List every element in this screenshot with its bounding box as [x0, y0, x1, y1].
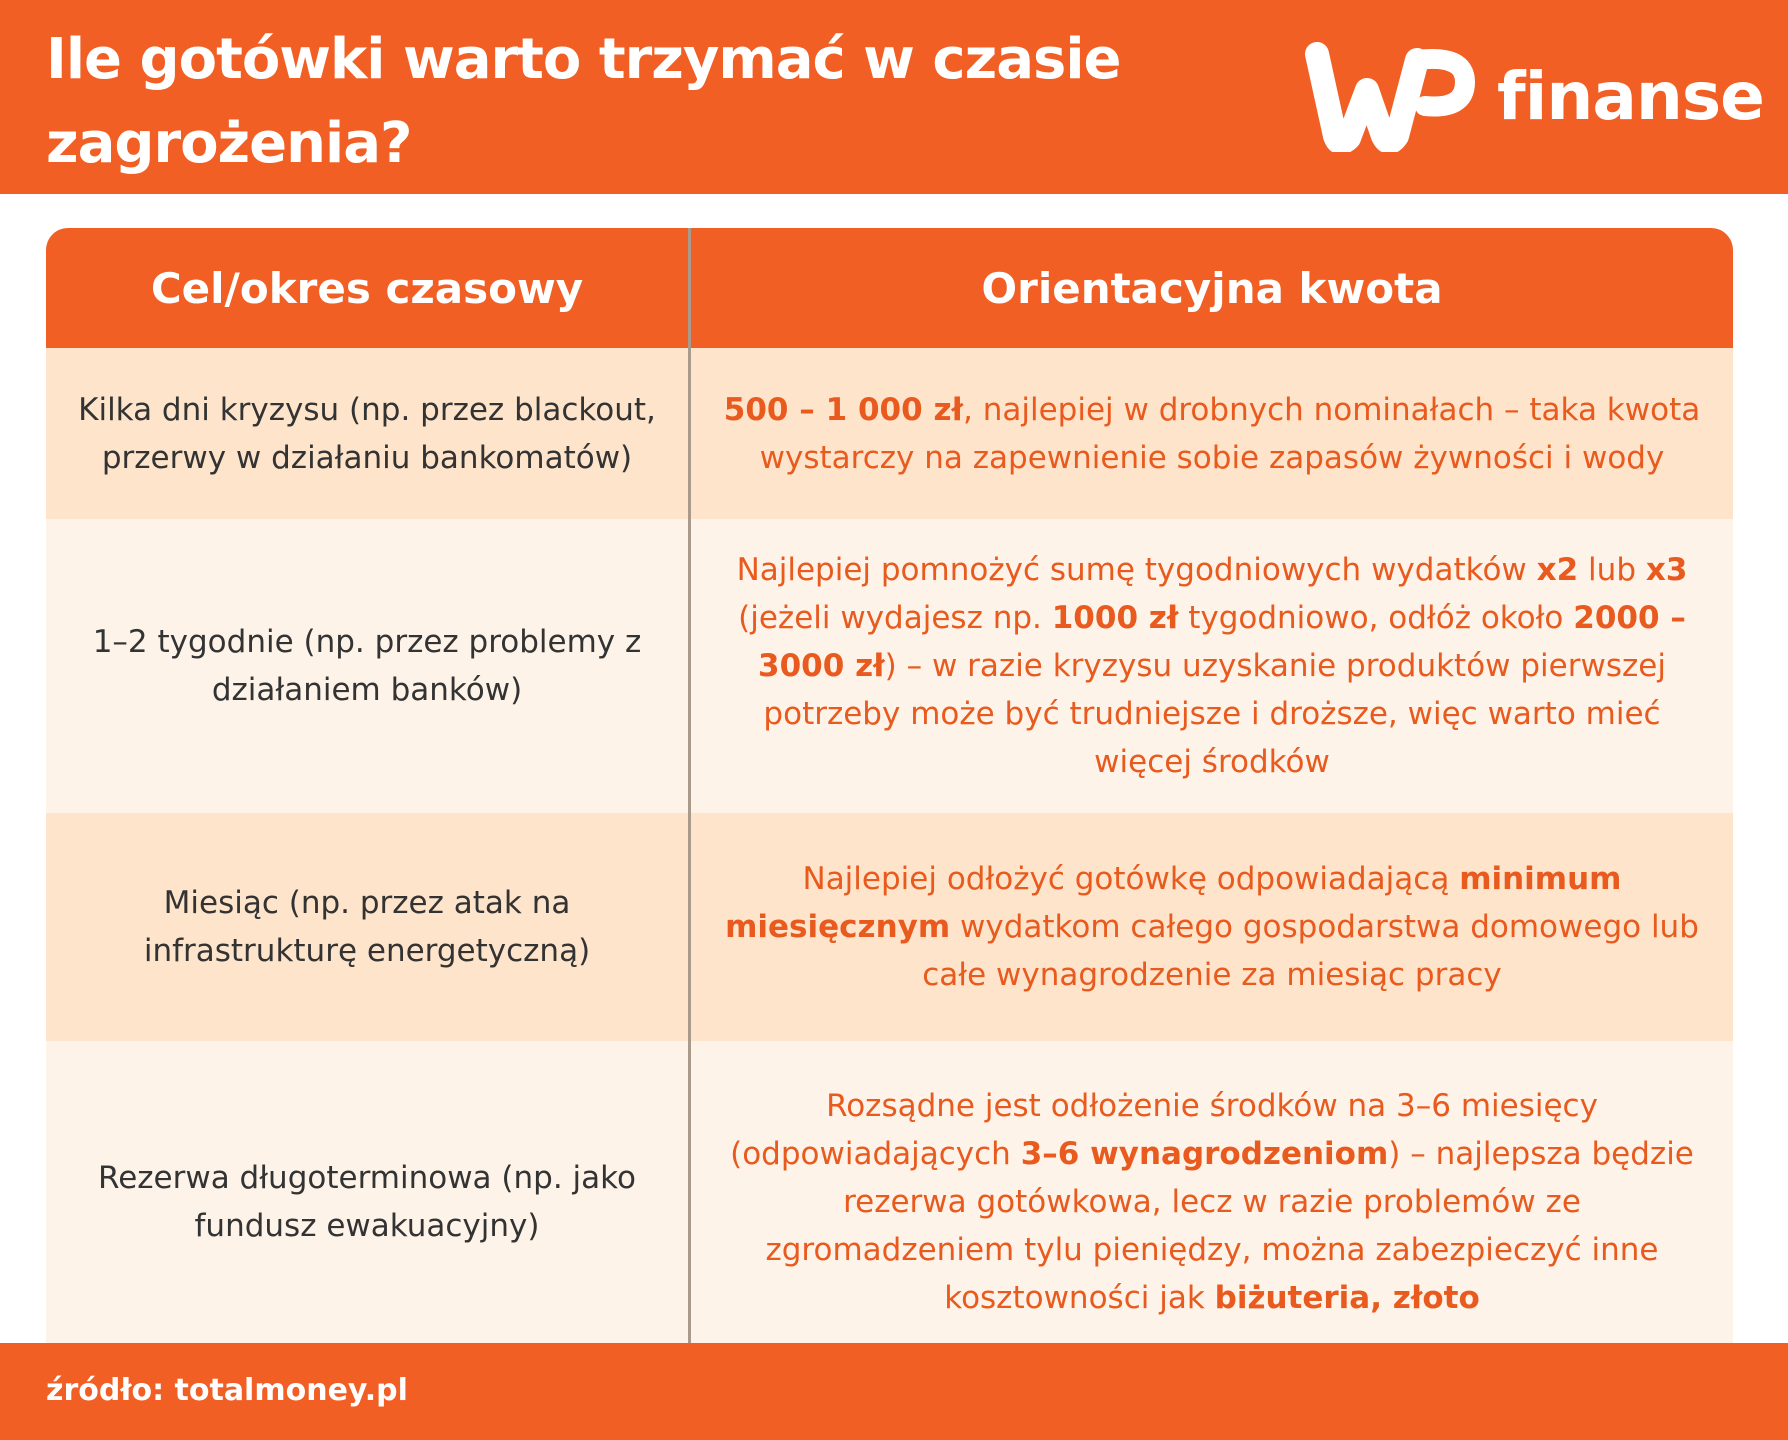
- amount-text: ) – w razie kryzysu uzyskanie produktów pierwszej potrzeby może być trudniejsze i droższe, więc warto mieć więcej środków: [763, 648, 1666, 780]
- wp-finanse-logo: [1305, 40, 1764, 152]
- highlight-text: 1000 zł: [1051, 600, 1179, 636]
- highlight-text: 2000 – 3000 zł: [758, 600, 1686, 684]
- table-row: [46, 1041, 1733, 1362]
- amount-text: lub: [1578, 552, 1646, 588]
- amount-text: Najlepiej odłożyć gotówkę odpowiadającą: [802, 861, 1460, 897]
- highlight-text: x2: [1536, 552, 1579, 588]
- period-cell: Rezerwa długoterminowa (np. jako fundusz ewakuacyjny): [46, 1041, 691, 1362]
- highlight-text: 3–6 wynagrodzeniom: [1020, 1135, 1389, 1172]
- header-banner: [0, 0, 1788, 194]
- period-cell: 1–2 tygodnie (np. przez problemy z działaniem banków): [46, 519, 691, 813]
- footer-banner: [0, 1343, 1788, 1440]
- page-title: Ile gotówki warto trzymać w czasie zagrożenia?: [46, 27, 1121, 176]
- highlight-text: minimum miesięcznym: [725, 861, 1622, 945]
- logo-text: finanse: [1497, 57, 1764, 135]
- header-amount: Orientacyjna kwota: [981, 263, 1443, 313]
- amount-text: Rozsądne jest odłożenie środków na 3–6 miesięcy (odpowiadających: [730, 1087, 1598, 1172]
- table-row: [46, 348, 1733, 519]
- amount-text: , najlepiej w drobnych nominałach – taka kwota wystarczy na zapewnienie sobie zapasów żywności i wody: [759, 391, 1701, 476]
- amount-cell: [691, 519, 1733, 813]
- amount-text: wydatkom całego gospodarstwa domowego lub całe wynagrodzenie za miesiąc pracy: [922, 909, 1699, 993]
- wp-logo-icon: [1305, 40, 1475, 152]
- amount-text: Najlepiej pomnożyć sumę tygodniowych wydatków: [736, 552, 1537, 588]
- table-row: [46, 519, 1733, 813]
- header-period: Cel/okres czasowy: [46, 228, 691, 348]
- amount-text: (jeżeli wydajesz np.: [738, 600, 1052, 636]
- source-text: źródło: totalmoney.pl: [46, 1373, 408, 1408]
- table-header: [46, 228, 1733, 348]
- period-cell: Kilka dni kryzysu (np. przez blackout, przerwy w działaniu bankomatów): [46, 348, 691, 519]
- amount-text: tygodniowo, odłóż około: [1178, 600, 1574, 636]
- amount-cell: [691, 348, 1733, 519]
- table-row: [46, 813, 1733, 1041]
- highlight-text: x3: [1645, 552, 1688, 588]
- amount-text: ) – najlepsza będzie rezerwa gotówkowa, lecz w razie problemów ze zgromadzeniem tylu pieniędzy, można zabezpieczyć inne kosztowności jak: [765, 1135, 1694, 1316]
- highlight-text: biżuteria, złoto: [1214, 1279, 1480, 1316]
- amount-cell: [691, 1041, 1733, 1362]
- period-cell: Miesiąc (np. przez atak na infrastrukturę energetyczną): [46, 813, 691, 1041]
- highlight-text: 500 – 1 000 zł: [723, 391, 963, 428]
- amount-cell: [691, 813, 1733, 1041]
- cash-table: [46, 228, 1733, 1362]
